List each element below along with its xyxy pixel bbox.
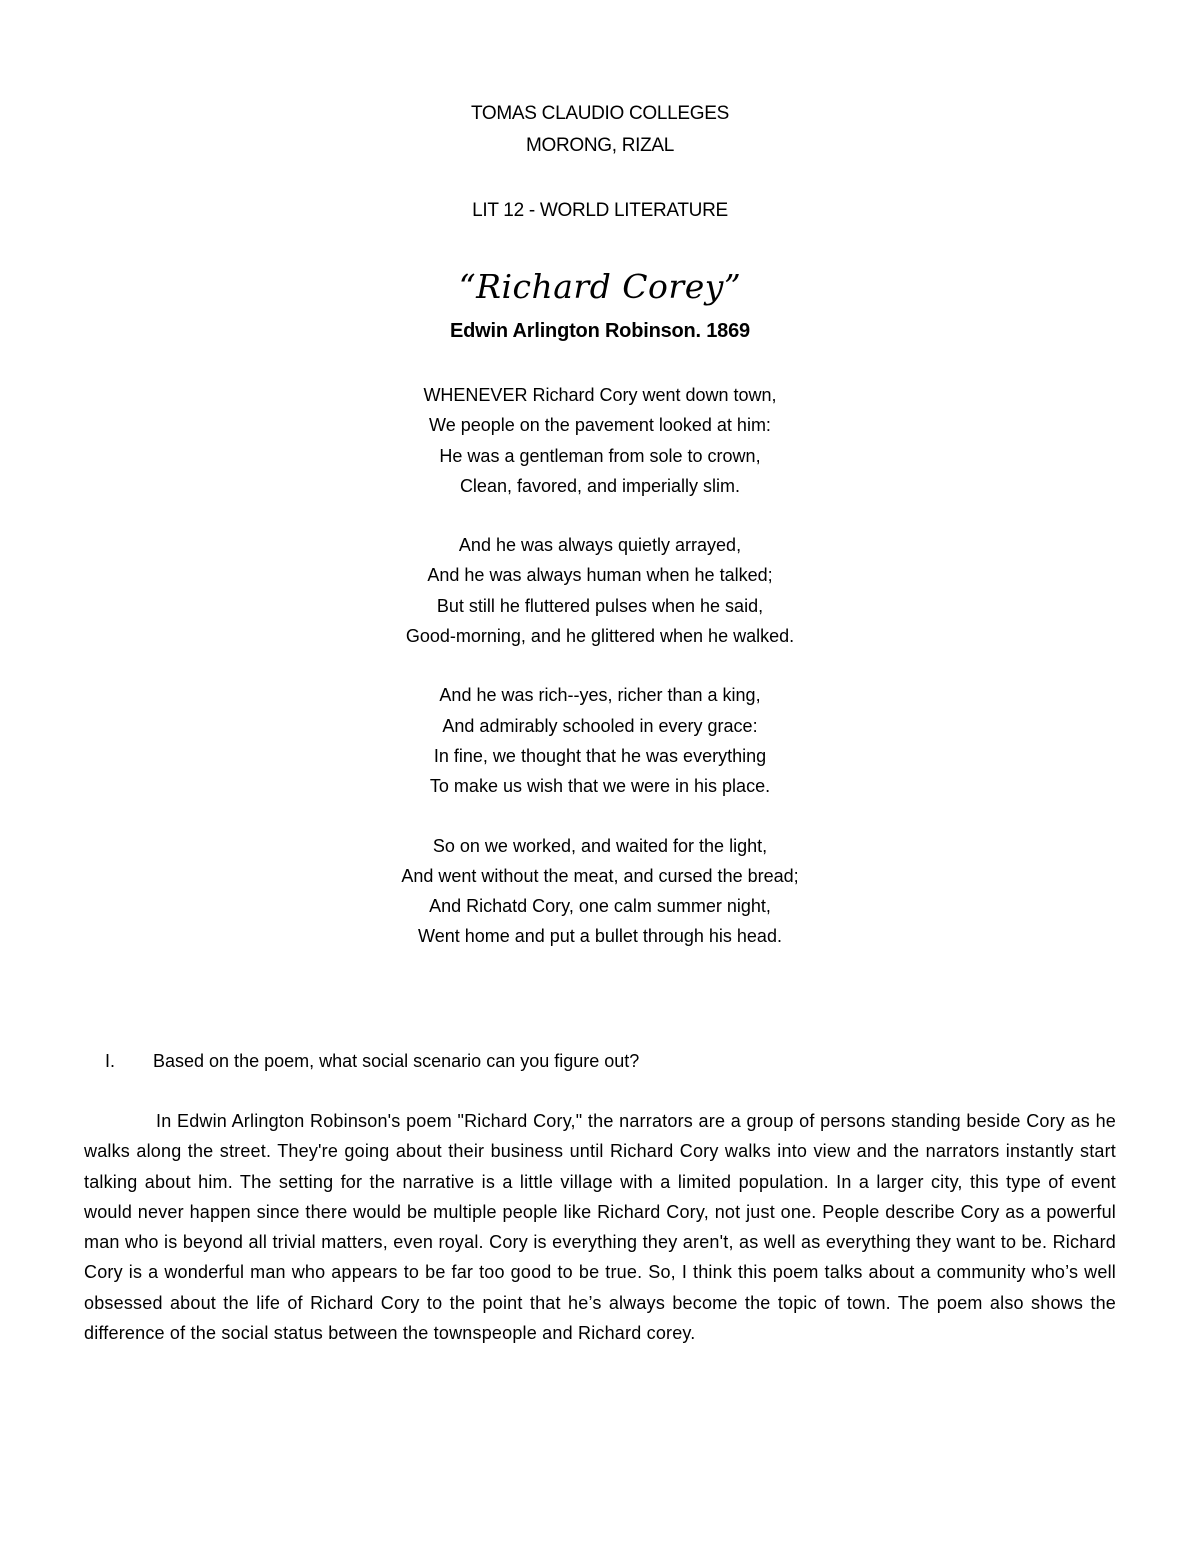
poem-line: And he was rich--yes, richer than a king, [439, 685, 761, 706]
course-title: LIT 12 - WORLD LITERATURE [472, 200, 728, 221]
poem-author: Edwin Arlington Robinson. 1869 [450, 320, 750, 342]
school-name: TOMAS CLAUDIO COLLEGES [470, 103, 730, 124]
poem-line: He was a gentleman from sole to crown, [439, 445, 761, 466]
poem-line: Good-morning, and he glittered when he walked. [405, 626, 795, 647]
question-number: I. [105, 1051, 116, 1071]
poem-line: To make us wish that we were in his place. [429, 776, 771, 797]
poem-line: Clean, favored, and imperially slim. [459, 475, 741, 496]
poem-line: And admirably schooled in every grace: [442, 715, 758, 736]
poem-line: We people on the pavement looked at him: [429, 415, 771, 436]
poem-line: So on we worked, and waited for the light, [432, 835, 768, 856]
question-item [105, 1047, 639, 1075]
poem-stanza [0, 831, 1200, 952]
poem-line: And he was always human when he talked; [427, 565, 773, 586]
poem-line: WHENEVER Richard Cory went down town, [423, 385, 777, 405]
poem-line: In fine, we thought that he was everything [433, 745, 767, 766]
poem-line: And Richatd Cory, one calm summer night, [429, 896, 771, 917]
poem-stanza [0, 680, 1200, 801]
school-header [0, 98, 1200, 162]
poem-stanza [0, 380, 1200, 501]
poem-stanza [0, 530, 1200, 651]
poem-line: And he was always quietly arrayed, [458, 535, 742, 556]
poem-line: And went without the meat, and cursed the bread; [401, 865, 799, 886]
school-location: MORONG, RIZAL [525, 135, 675, 156]
poem-body [0, 380, 1200, 981]
poem-line: But still he fluttered pulses when he said, [436, 595, 764, 616]
poem-title: “Richard Corey” [458, 267, 742, 306]
poem-line: Went home and put a bullet through his head. [418, 926, 782, 947]
question-text: Based on the poem, what social scenario can you figure out? [153, 1051, 640, 1071]
answer-paragraph: In Edwin Arlington Robinson's poem "Richard Cory," the narrators are a group of persons standing beside Cory as he walks along the street. They're going about their business until Richard Cory walks into view and the narrators instantly start talking about him. The setting for the narrative is a little village with a limited population. In a larger city, this type of event would never happen since there would be multiple people like Richard Cory, not just one. People describe Cory as a powerful man who is beyond all trivial matters, even royal. Cory is everything they aren't, as well as everything they want to be. Richard Cory is a wonderful man who appears to be far too good to be true. So, I think this poem talks about a community who’s well obsessed about the life of Richard Cory to the point that he’s always become the topic of town. The poem also shows the difference of the social status between the townspeople and Richard corey. [84, 1111, 1116, 1344]
